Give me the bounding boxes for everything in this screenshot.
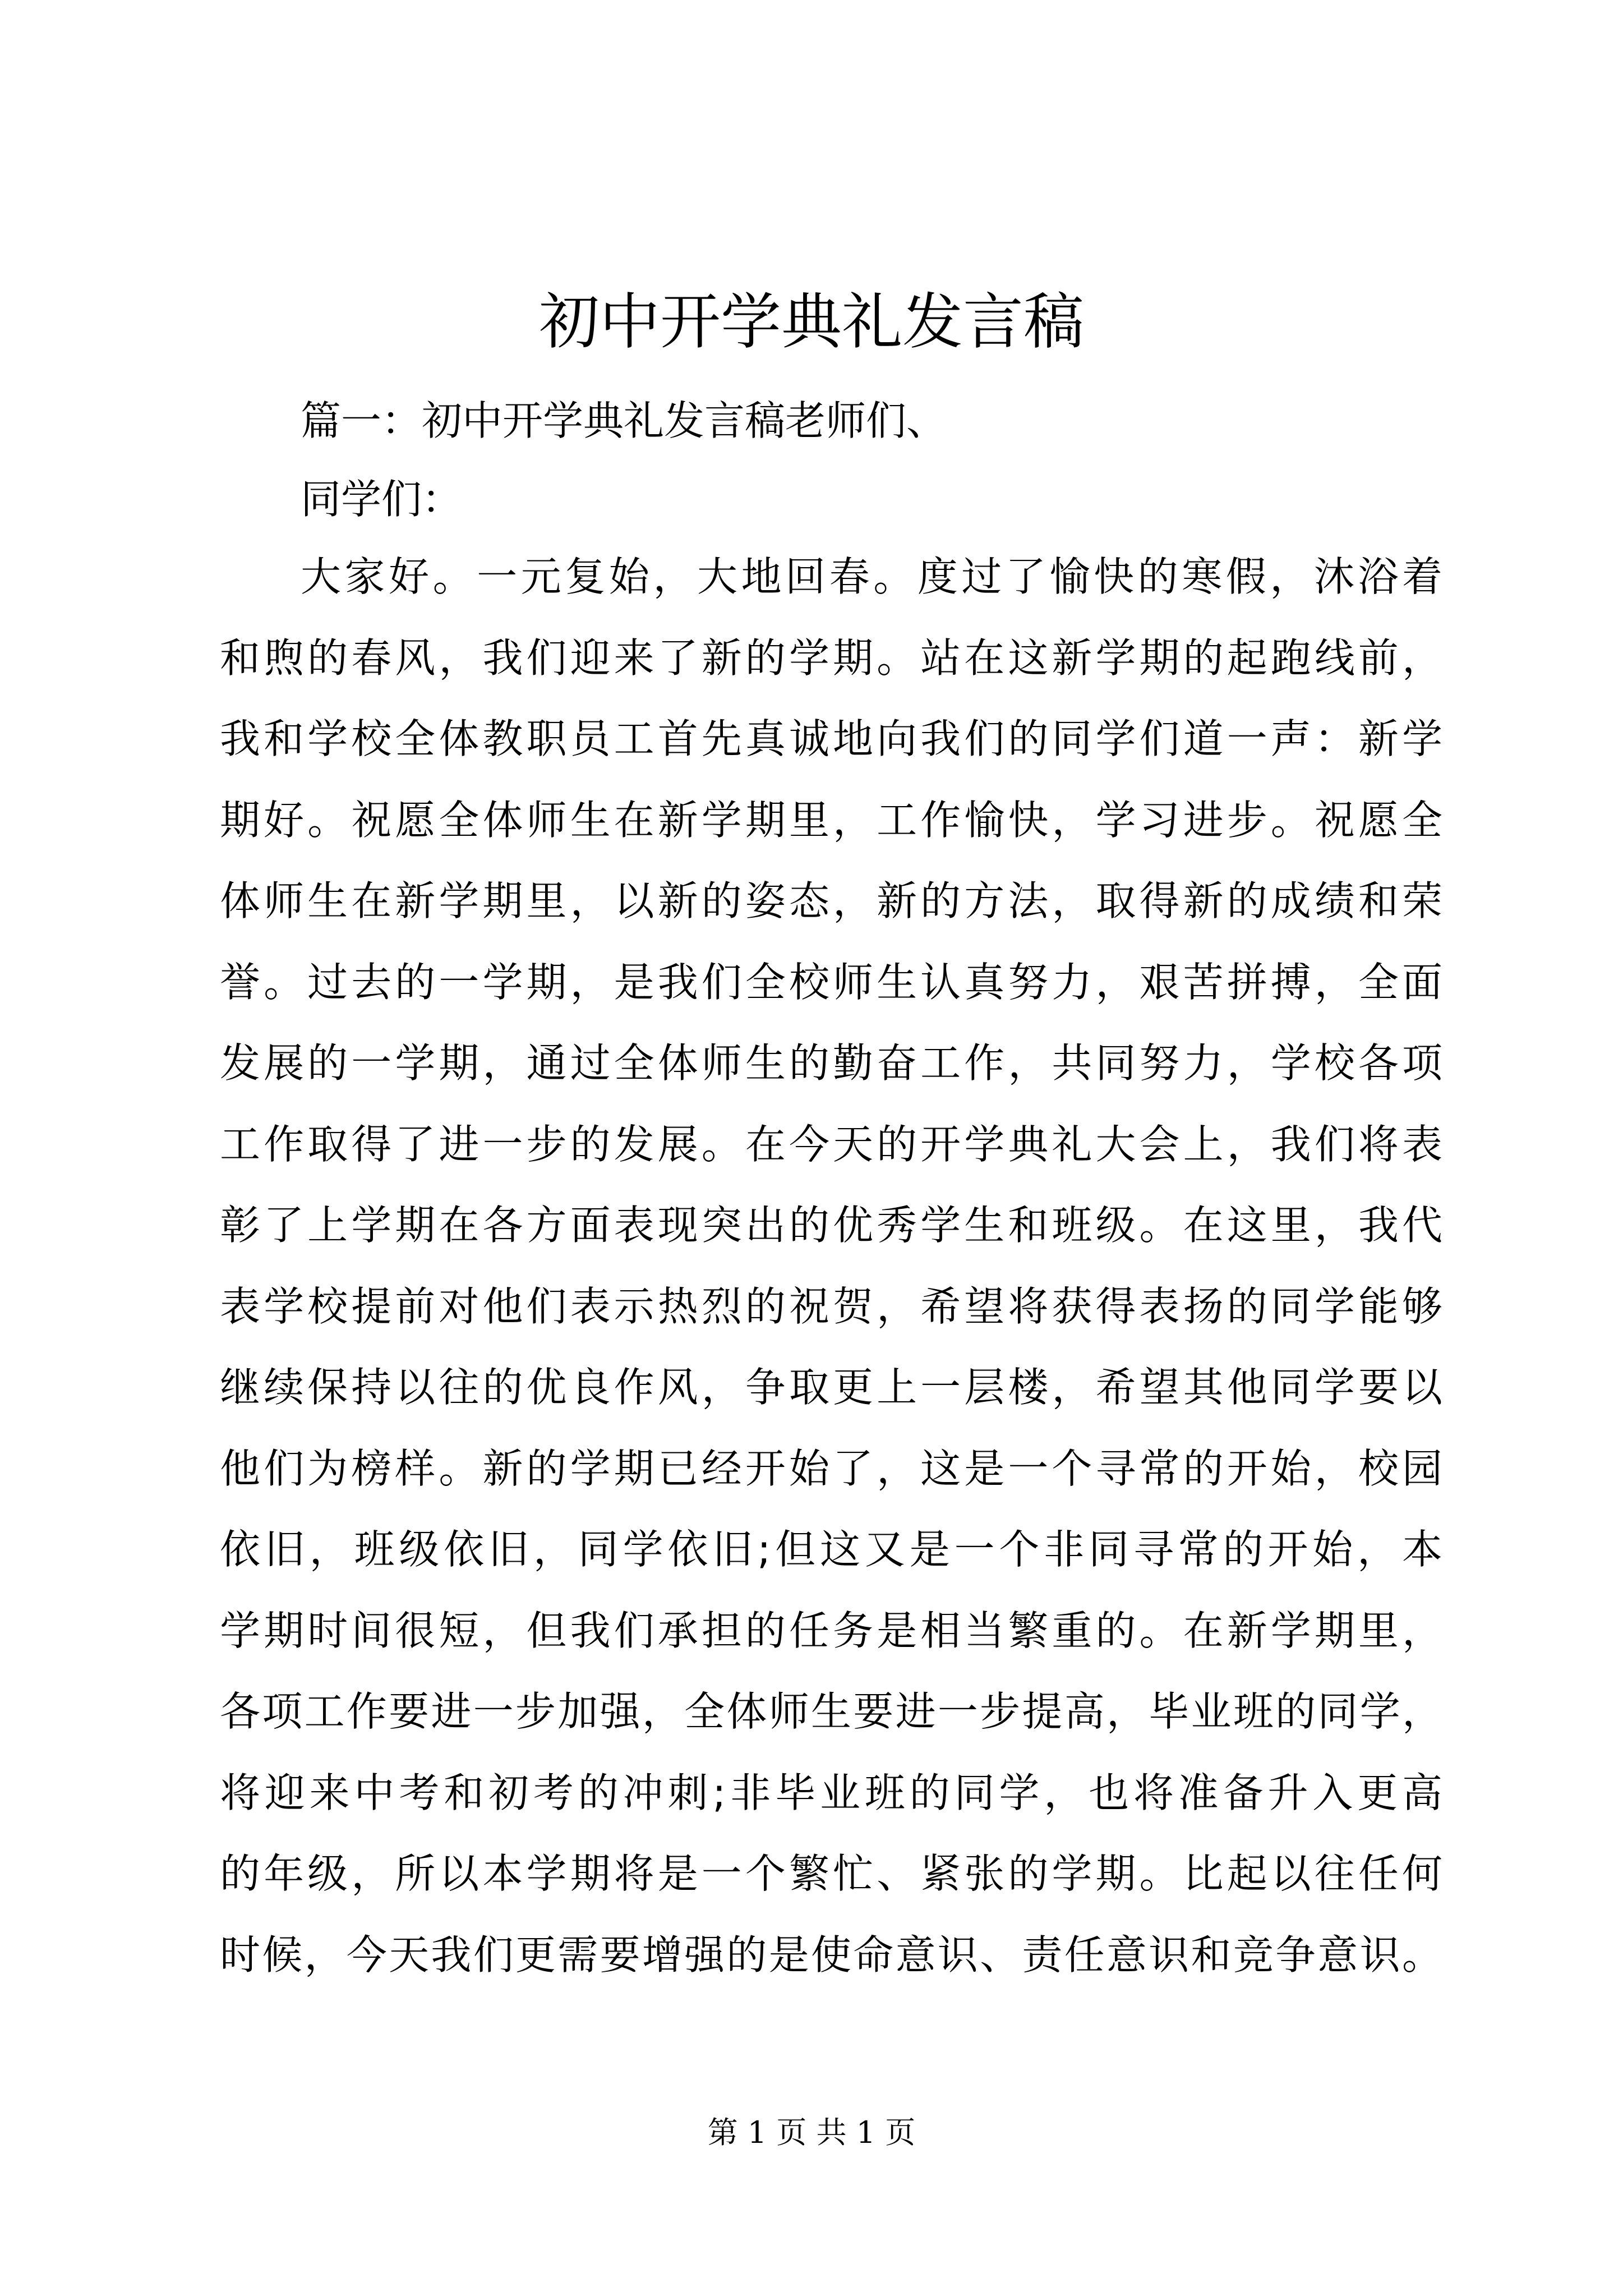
body-line: 他们为榜样。新的学期已经开始了，这是一个寻常的开始，校园 (220, 1445, 1442, 1492)
body-line: 将迎来中考和初考的冲刺;非毕业班的同学，也将准备升入更高 (220, 1769, 1442, 1816)
body-line: 工作取得了进一步的发展。在今天的开学典礼大会上，我们将表 (220, 1121, 1442, 1168)
body-line: 体师生在新学期里，以新的姿态，新的方法，取得新的成绩和荣 (220, 877, 1442, 924)
body-line: 时候，今天我们更需要增强的是使命意识、责任意识和竞争意识。 (220, 1931, 1442, 1978)
body-line: 大家好。一元复始，大地回春。度过了愉快的寒假，沐浴着 (301, 553, 1442, 600)
document-title: 初中开学典礼发言稿 (538, 287, 1084, 357)
body-line: 依旧，班级依旧，同学依旧;但这又是一个非同寻常的开始，本 (220, 1526, 1442, 1573)
body-line: 我和学校全体教职员工首先真诚地向我们的同学们道一声：新学 (220, 715, 1442, 762)
body-line: 的年级，所以本学期将是一个繁忙、紧张的学期。比起以往任何 (220, 1850, 1442, 1897)
body-line: 期好。祝愿全体师生在新学期里，工作愉快，学习进步。祝愿全 (220, 797, 1442, 844)
body-line: 表学校提前对他们表示热烈的祝贺，希望将获得表扬的同学能够 (220, 1283, 1442, 1330)
body-line: 发展的一学期，通过全体师生的勤奋工作，共同努力，学校各项 (220, 1039, 1442, 1087)
page-footer: 第 1 页 共 1 页 (707, 2115, 916, 2150)
salutation-line: 同学们： (301, 476, 463, 523)
heading-line: 篇一：初中开学典礼发言稿老师们、 (301, 397, 947, 444)
body-line: 誉。过去的一学期，是我们全校师生认真努力，艰苦拼搏，全面 (220, 959, 1442, 1006)
body-line: 学期时间很短，但我们承担的任务是相当繁重的。在新学期里， (220, 1607, 1442, 1654)
body-line: 各项工作要进一步加强，全体师生要进一步提高，毕业班的同学， (220, 1688, 1442, 1735)
body-line: 继续保持以往的优良作风，争取更上一层楼，希望其他同学要以 (220, 1364, 1442, 1411)
body-line: 彰了上学期在各方面表现突出的优秀学生和班级。在这里，我代 (220, 1202, 1442, 1249)
body-line: 和煦的春风，我们迎来了新的学期。站在这新学期的起跑线前， (220, 634, 1442, 682)
